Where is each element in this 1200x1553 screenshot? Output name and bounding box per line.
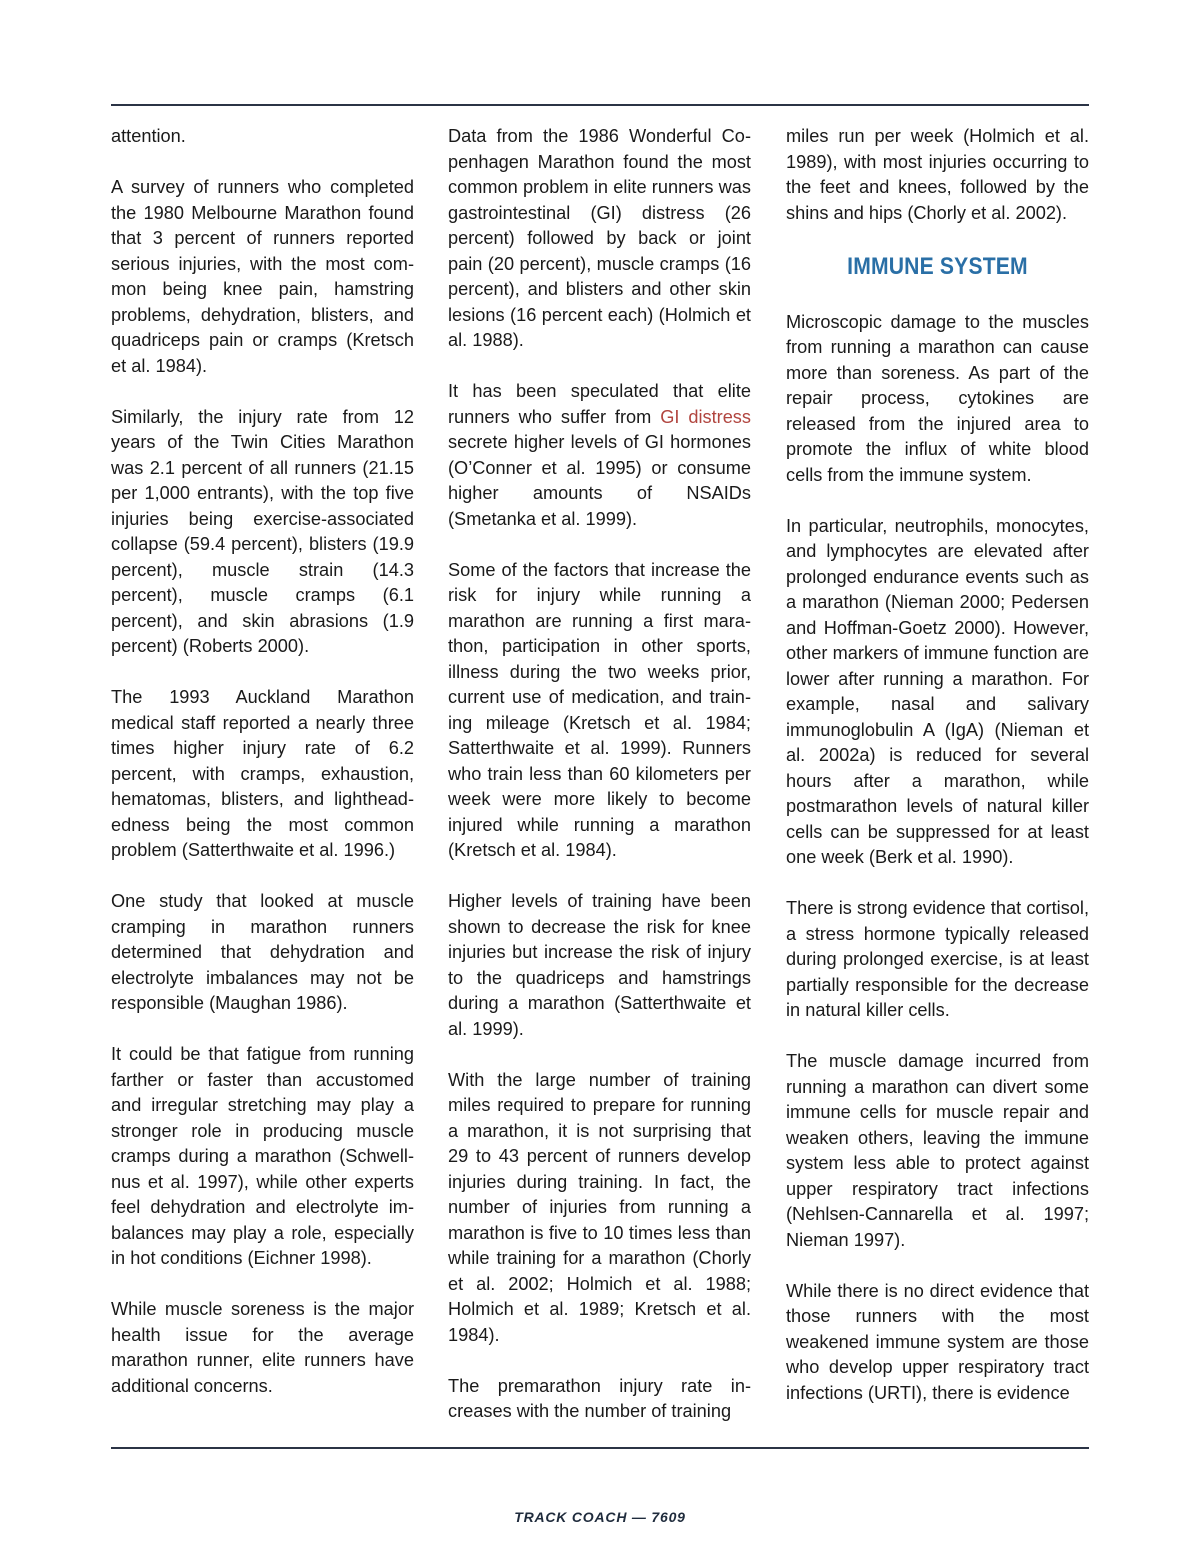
column-left xyxy=(111,124,414,1425)
paragraph: While muscle soreness is the major health issue for the average marathon runner, elite runners have additional concerns. xyxy=(111,1299,414,1396)
paragraph: It could be that fatigue from running farther or faster than accustomed and irregular stretching may play a stronger role in producing muscle cramps during a marathon (Schwellnus et al. 1997), while other experts feel dehydration and electrolyte imbalances may play a role, especially in hot conditions (Eichner 1998). xyxy=(111,1044,414,1268)
page-footer: TRACK COACH — 7609 xyxy=(514,1509,686,1525)
paragraph: While there is no direct evidence that those runners with the most weakened immune system are those who develop upper respiratory tract infections (URTI), there is evidence xyxy=(786,1280,1089,1403)
paragraph xyxy=(448,379,751,532)
column-middle xyxy=(448,124,751,1450)
section-heading-immune-system: IMMUNE SYSTEM xyxy=(847,252,1028,280)
column-right xyxy=(786,124,1089,1432)
paragraph: Higher levels of training have been shown to decrease the risk for knee injuries but increase the risk of injury to the quadriceps and hamstrings during a marathon (Satterthwaite et al. 1999). xyxy=(448,891,751,1039)
paragraph: Data from the 1986 Wonderful Copenhagen Marathon found the most common problem in elite runners was gastrointestinal (GI) distress (26 percent) followed by back or joint pain (20 percent), muscle cramps (16 percent), and blisters and other skin lesions (16 percent each) (Holmich et al. 1988). xyxy=(448,126,751,350)
paragraph: The premarathon injury rate increases with the number of training xyxy=(448,1375,751,1421)
paragraph-text: It has been speculated that elite runners who suffer from xyxy=(448,381,751,427)
top-rule xyxy=(111,104,1089,106)
paragraph: Microscopic damage to the muscles from running a marathon can cause more than soreness. As part of the repair process, cytokines are released from the injured area to promote the influx of white blood cells from the immune system. xyxy=(786,311,1089,485)
gi-distress-link[interactable]: GI distress xyxy=(660,406,751,427)
paragraph: The 1993 Auckland Marathon medical staff reported a nearly three times higher injury rate of 6.2 percent, with cramps, exhaustion, hematomas, blisters, and lightheadedness being the most common problem (Satterthwaite et al. 1996.) xyxy=(111,687,414,860)
paragraph-text: secrete higher levels of GI hormones (O’Conner et al. 1995) or consume higher amounts of NSAIDs (Smetanka et al. 1999). xyxy=(448,432,751,529)
paragraph: miles run per week (Holmich et al. 1989), with most injuries occurring to the feet and knees, followed by the shins and hips (Chorly et al. 2002). xyxy=(786,126,1089,223)
paragraph: One study that looked at muscle cramping in marathon runners determined that dehydration and electrolyte imbalances may not be responsible (Maughan 1986). xyxy=(111,891,414,1013)
paragraph: The muscle damage incurred from running a marathon can divert some immune cells for muscle repair and weaken others, leaving the immune system less able to protect against upper respiratory tract infections (Nehlsen-Cannarella et al. 1997; Nieman 1997). xyxy=(786,1051,1089,1250)
paragraph: A survey of runners who completed the 1980 Melbourne Marathon found that 3 percent of runners reported serious injuries, with the most common being knee pain, hamstring problems, dehydration, blisters, and quadriceps pain or cramps (Kretsch et al. 1984). xyxy=(111,177,414,376)
paragraph: Similarly, the injury rate from 12 years of the Twin Cities Marathon was 2.1 percent of all runners (21.15 per 1,000 entrants), with the top five injuries being exercise-associated collapse (59.4 percent), blisters (19.9 percent), muscle strain (14.3 percent), muscle cramps (6.1 percent), and skin abrasions (1.9 percent) (Roberts 2000). xyxy=(111,406,414,656)
paragraph: There is strong evidence that cortisol, a stress hormone typically released during prolonged exercise, is at least partially responsible for the decrease in natural killer cells. xyxy=(786,898,1089,1020)
paragraph: Some of the factors that increase the risk for injury while running a marathon are running a first marathon, participation in other sports, illness during the two weeks prior, current use of medication, and training mileage (Kretsch et al. 1984; Satterthwaite et al. 1999). Runners who train less than 60 kilometers per week were more likely to become injured while running a marathon (Kretsch et al. 1984). xyxy=(448,559,751,860)
paragraph: With the large number of training miles required to prepare for running a marathon, it is not surprising that 29 to 43 percent of runners develop injuries during training. In fact, the number of injuries from running a marathon is five to 10 times less than while training for a marathon (Chorly et al. 2002; Holmich et al. 1988; Holmich et al. 1989; Kretsch et al. 1984). xyxy=(448,1069,751,1345)
paragraph: attention. xyxy=(111,126,186,146)
paragraph: In particular, neutrophils, monocytes, and lymphocytes are elevated after prolonged endurance events such as a marathon (Nieman 2000; Pedersen and Hoffman-Goetz 2000). However, other markers of immune function are lower after running a marathon. For example, nasal and salivary immunoglobulin A (IgA) (Nieman et al. 2002a) is reduced for several hours after a marathon, while postmarathon levels of natural killer cells can be suppressed for at least one week (Berk et al. 1990). xyxy=(786,515,1089,867)
bottom-rule xyxy=(111,1447,1089,1449)
